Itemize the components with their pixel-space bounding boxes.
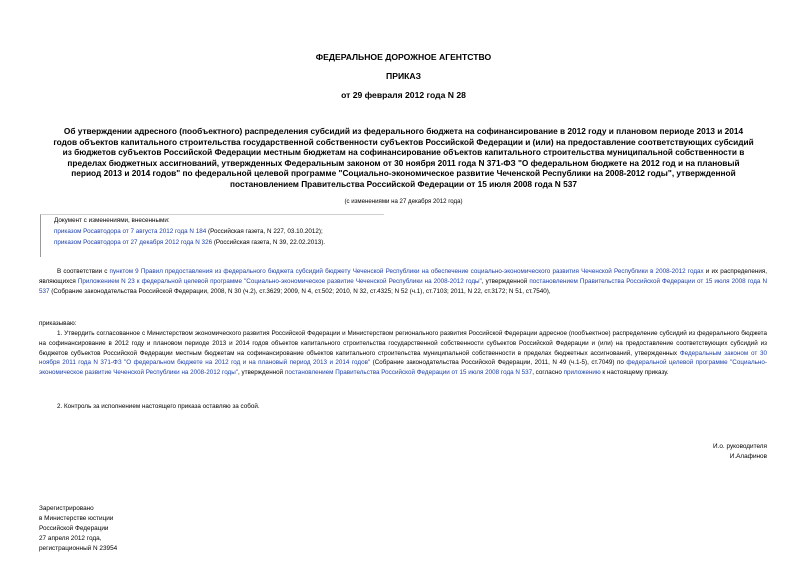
federal-program-link[interactable]: федеральной целевой программе "Социально-экономическое развитие Чеченской Республики на 2008-2012 годы"	[39, 359, 768, 377]
clause-1-text: 1. Утвердить согласованное с Министерством экономического развития Российской Федерации и Министерством регионального развития Российской Федерации адресное (пообъектное) распределение субсидий из федерального бюджета на софинансирование в 2012 году и плановом периоде 2013 и 2014 годов объектов капитального строительства государственной собственности субъектов Российской Федерации и (или) на предоставление соответствующих субсидий из бюджетов субъектов Российской Федерации местным бюджетам на софинансирование объектов капитального строительства муниципальной собственности в пределах бюджетных ассигнований, утвержденных	[39, 330, 767, 357]
signer-role: И.о. руководителя	[713, 443, 767, 450]
preamble-text: (Собрание законодательства Российской Федерации, 2008, N 30 (ч.2), ст.3629; 2009, N 4, ст.502; 2010, N 32, ст.4325; N 52 (ч.1), ст.7103; 2011, N 22, ст.3172; N 51, ст.7540),	[49, 287, 551, 295]
registration-line: Российской Федерации	[39, 525, 109, 532]
document-date-number: от 29 февраля 2012 года N 28	[341, 90, 466, 100]
document-type: ПРИКАЗ	[386, 71, 421, 81]
registration-line: в Министерстве юстиции	[39, 515, 114, 522]
preamble-text: и их распределения, являющихся	[39, 268, 767, 285]
document-title	[52, 126, 755, 190]
clause-2-paragraph: 2. Контроль за исполнением настоящего приказа оставляю за собой.	[57, 403, 260, 410]
agency-name: ФЕДЕРАЛЬНОЕ ДОРОЖНОЕ АГЕНТСТВО	[315, 52, 492, 62]
rules-link[interactable]: пунктом 9 Правил предоставления из федерального бюджета субсидий бюджету Чеченской Республики на обеспечение социально-экономического развития Чеченской Республики в 2008-2012 годах	[109, 268, 704, 275]
amendment-item	[54, 226, 384, 237]
amendment-link-2[interactable]: приказом Росавтодора от 27 декабря 2012 года N 326	[54, 239, 213, 246]
preamble-text: В соответствии с	[57, 268, 110, 275]
amendment-source-2: (Российская газета, N 39, 22.02.2013).	[212, 239, 326, 246]
appendix-link[interactable]: приложению	[563, 369, 601, 377]
preamble-text: , утвержденной	[481, 277, 530, 285]
registration-block	[39, 504, 117, 554]
changes-note: (с изменениями на 27 декабря 2012 года)	[344, 198, 463, 205]
amendments-intro: Документ с изменениями, внесенными:	[54, 217, 170, 224]
clause-1-text: , согласно	[532, 369, 564, 377]
clause-1-text: , утвержденной	[238, 369, 285, 377]
title-text: адресного (пообъектного) распределения субсидий из федерального бюджета на софинансирование в 2012 году и плановом периоде 2013 и 2014 годов объектов капитального строительства государственной собственности субъектов Российской Федерации и (или) на предоставление соответствующих субсидий из бюджетов субъектов Российской Федерации местным бюджетам на софинансирование объектов капитального строительства муниципальной собственности в пределах бюджетных ассигнований, утвержденных Федеральным законом от 30 ноября 2011 года N 371-ФЗ "О федеральном бюджете на 2012 год и на плановый период 2013 и 2014 годов" по федеральной целевой программе "Социально-экономическое развитие Чеченской Республики на 2008-2012 годы", утвержденной постановлением Правительства Российской Федерации от 15 июля 2008 года N 537	[53, 126, 754, 189]
amendment-source-1: (Российская газета, N 227, 03.10.2012);	[206, 228, 323, 235]
government-decree-link[interactable]: постановлением Правительства Российской Федерации от 15 июля 2008 года N 537	[39, 277, 767, 295]
amendments-box	[40, 214, 384, 257]
title-prefix: Об утверждении	[63, 126, 135, 136]
preamble-paragraph	[39, 267, 767, 296]
signer-name: И.Алафинов	[729, 453, 767, 460]
clause-1-text: к настоящему приказу.	[600, 369, 669, 377]
registration-line: регистрационный N 23954	[39, 545, 118, 552]
amendment-item	[54, 237, 384, 248]
government-decree-link[interactable]: постановлением Правительства Российской Федерации от 15 июля 2008 года N 537	[284, 369, 533, 377]
clause-1-text: (Собрание законодательства Российской Федерации, 2011, N 49 (ч.1-5), ст.7049) по	[370, 359, 627, 367]
registration-line: 27 апреля 2012 года,	[39, 535, 102, 542]
order-word: приказываю:	[39, 320, 77, 327]
program-appendix-link[interactable]: Приложением N 23 к федеральной целевой программе "Социально-экономическое развитие Чеченской Республики на 2008-2012 годы"	[77, 277, 482, 285]
amendment-link-1[interactable]: приказом Росавтодора от 7 августа 2012 года N 184	[54, 228, 207, 235]
signature-block	[713, 442, 767, 462]
registration-line: Зарегистрировано	[39, 505, 94, 512]
clause-1-paragraph	[39, 329, 767, 378]
federal-law-link[interactable]: Федеральным законом от 30 ноября 2011 года N 371-ФЗ "О федеральном бюджете на 2012 год и на плановый период 2013 и 2014 годов"	[39, 349, 767, 367]
